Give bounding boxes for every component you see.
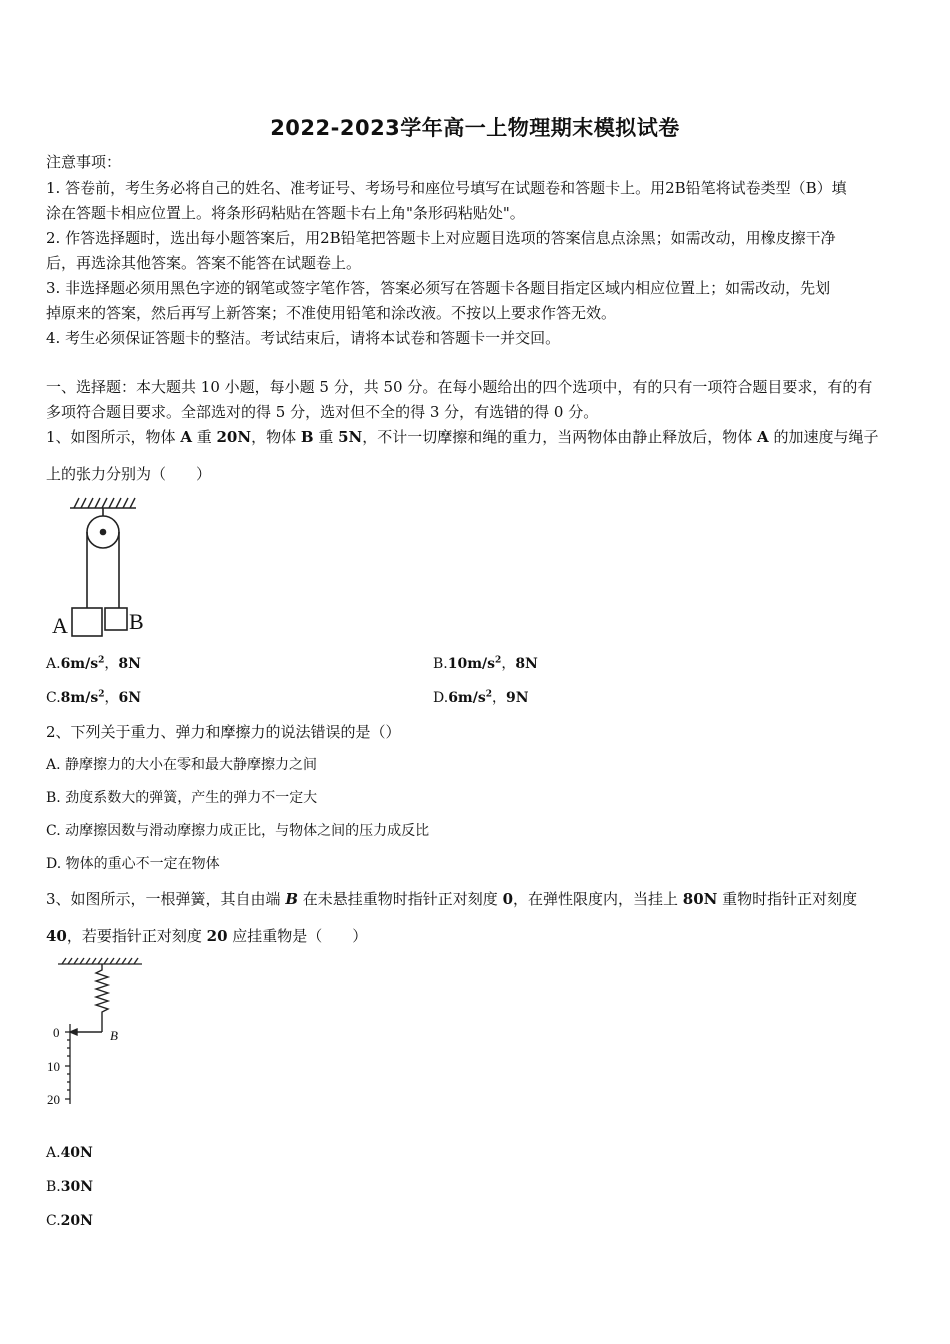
q1-weight-a: 20N [216,428,252,446]
q1-weight-b: 5N [338,428,363,446]
option-value: 20N [60,1213,93,1229]
section-heading: 多项符合题目要求。全部选对的得 5 分，选对但不全的得 3 分，有选错的得 0 分。 [46,403,599,421]
option-exp: 2 [485,689,493,700]
ceiling-hatch [70,498,136,508]
option-acc: 6m/s [448,690,486,706]
q3-text: 应挂重物是（ ） [227,927,368,945]
q1-text: 的加速度与绳子 [768,428,879,446]
q1-stem [46,427,878,447]
option-key: A. [46,656,61,672]
notice-line: 后，再选涂其他答案。答案不能答在试题卷上。 [46,254,362,272]
notice-heading: 注意事项： [46,153,122,171]
q2-option-c[interactable]: C. 动摩擦因数与滑动摩擦力成正比，与物体之间的压力成反比 [46,823,430,839]
option-value: 30N [60,1179,94,1195]
q3-option-c[interactable] [46,1211,93,1231]
scale-ruler [65,1024,70,1104]
option-acc: 6m/s [60,656,99,672]
q3-option-b[interactable] [46,1177,93,1197]
q2-option-d[interactable]: D. 物体的重心不一定在物体 [46,856,220,872]
spring-diagram [44,954,154,1110]
q1-option-c[interactable] [46,688,141,708]
section-heading: 一、选择题：本大题共 10 小题，每小题 5 分，共 50 分。在每小题给出的四个选项中，有的只有一项符合题目要求，有的有 [46,378,873,396]
q3-option-a[interactable] [46,1143,93,1163]
q1-text: 1、如图所示，物体 [46,428,181,446]
q1-object-a: A [757,428,769,446]
option-exp: 2 [98,655,105,666]
q3-end-b: B [285,890,299,908]
option-sep: ， [501,656,516,672]
pulley-diagram [48,494,158,644]
q3-text: 3、如图所示，一根弹簧，其自由端 [46,890,286,908]
q3-zero: 0 [502,890,513,908]
notice-line: 4. 考生必须保证答题卡的整洁。考试结束后，请将本试卷和答题卡一并交回。 [46,329,561,347]
q1-object-b: B [300,428,314,446]
label-b: B [129,609,144,634]
option-exp: 2 [98,689,105,700]
q1-text: 重 [191,428,217,446]
option-force: 6N [118,690,142,706]
label-a: A [52,613,68,638]
q3-text: ，若要指针正对刻度 [66,927,207,945]
option-key: B. [46,1179,61,1195]
pointer-arrow [70,1029,102,1035]
tick-10: 10 [47,1059,60,1074]
q3-stem-line2 [46,926,367,946]
pulley-wheel [87,508,119,548]
notice-line: 1. 答卷前，考生务必将自己的姓名、准考证号、考场号和座位号填写在试题卷和答题卡上。用2B铅笔将试卷类型（B）填 [46,179,847,197]
option-value: 40N [60,1145,93,1161]
q2-option-a[interactable]: A. 静摩擦力的大小在零和最大静摩擦力之间 [46,757,318,773]
notice-line: 2. 作答选择题时，选出每小题答案后，用2B铅笔把答题卡上对应题目选项的答案信息点涂黑；如需改动，用橡皮擦干净 [46,229,836,247]
option-key: D. [433,690,449,706]
tick-0: 0 [53,1025,60,1040]
option-sep: ， [492,690,507,706]
option-exp: 2 [495,655,502,666]
q1-object-a: A [180,428,192,446]
option-key: B. [433,656,448,672]
q3-text: 重物时指针正对刻度 [717,890,858,908]
q3-stem [46,889,857,909]
option-key: C. [46,690,61,706]
q1-option-d[interactable] [433,688,529,708]
q1-option-a[interactable] [46,654,141,674]
option-acc: 8m/s [60,690,99,706]
notice-line: 掉原来的答案，然后再写上新答案；不准使用铅笔和涂改液。不按以上要求作答无效。 [46,304,617,322]
block-a [72,608,102,636]
q1-text: ，不计一切摩擦和绳的重力，当两物体由静止释放后，物体 [362,428,758,446]
option-sep: ， [104,656,119,672]
option-key: A. [46,1145,61,1161]
q1-stem-line2: 上的张力分别为（ ） [46,465,212,483]
option-force: 9N [506,690,529,706]
q1-text: ，物体 [251,428,301,446]
q1-option-b[interactable] [433,654,538,674]
notice-line: 涂在答题卡相应位置上。将条形码粘贴在答题卡右上角"条形码粘贴处"。 [46,204,525,222]
q3-text: 在未悬挂重物时指针正对刻度 [298,890,503,908]
tick-20: 20 [47,1092,60,1107]
block-b [105,608,127,630]
q3-text: ，在弹性限度内，当挂上 [513,890,683,908]
option-acc: 10m/s [447,656,496,672]
q3-forty: 40 [46,927,67,945]
spring-coil [96,964,108,1032]
option-force: 8N [515,656,538,672]
q1-text: 重 [313,428,339,446]
option-sep: ， [104,690,119,706]
q2-option-b[interactable]: B. 劲度系数大的弹簧，产生的弹力不一定大 [46,790,318,806]
ceiling-hatch [58,958,142,964]
page-title: 2022-2023学年高一上物理期末模拟试卷 [270,116,680,140]
option-key: C. [46,1213,61,1229]
option-force: 8N [118,656,141,672]
label-b: B [110,1028,118,1043]
q3-weight: 80N [682,890,718,908]
q3-twenty: 20 [206,927,228,945]
q2-stem: 2、下列关于重力、弹力和摩擦力的说法错误的是（） [46,723,401,741]
notice-line: 3. 非选择题必须用黑色字迹的钢笔或签字笔作答，答案必须写在答题卡各题目指定区域内相应位置上；如需改动，先划 [46,279,831,297]
